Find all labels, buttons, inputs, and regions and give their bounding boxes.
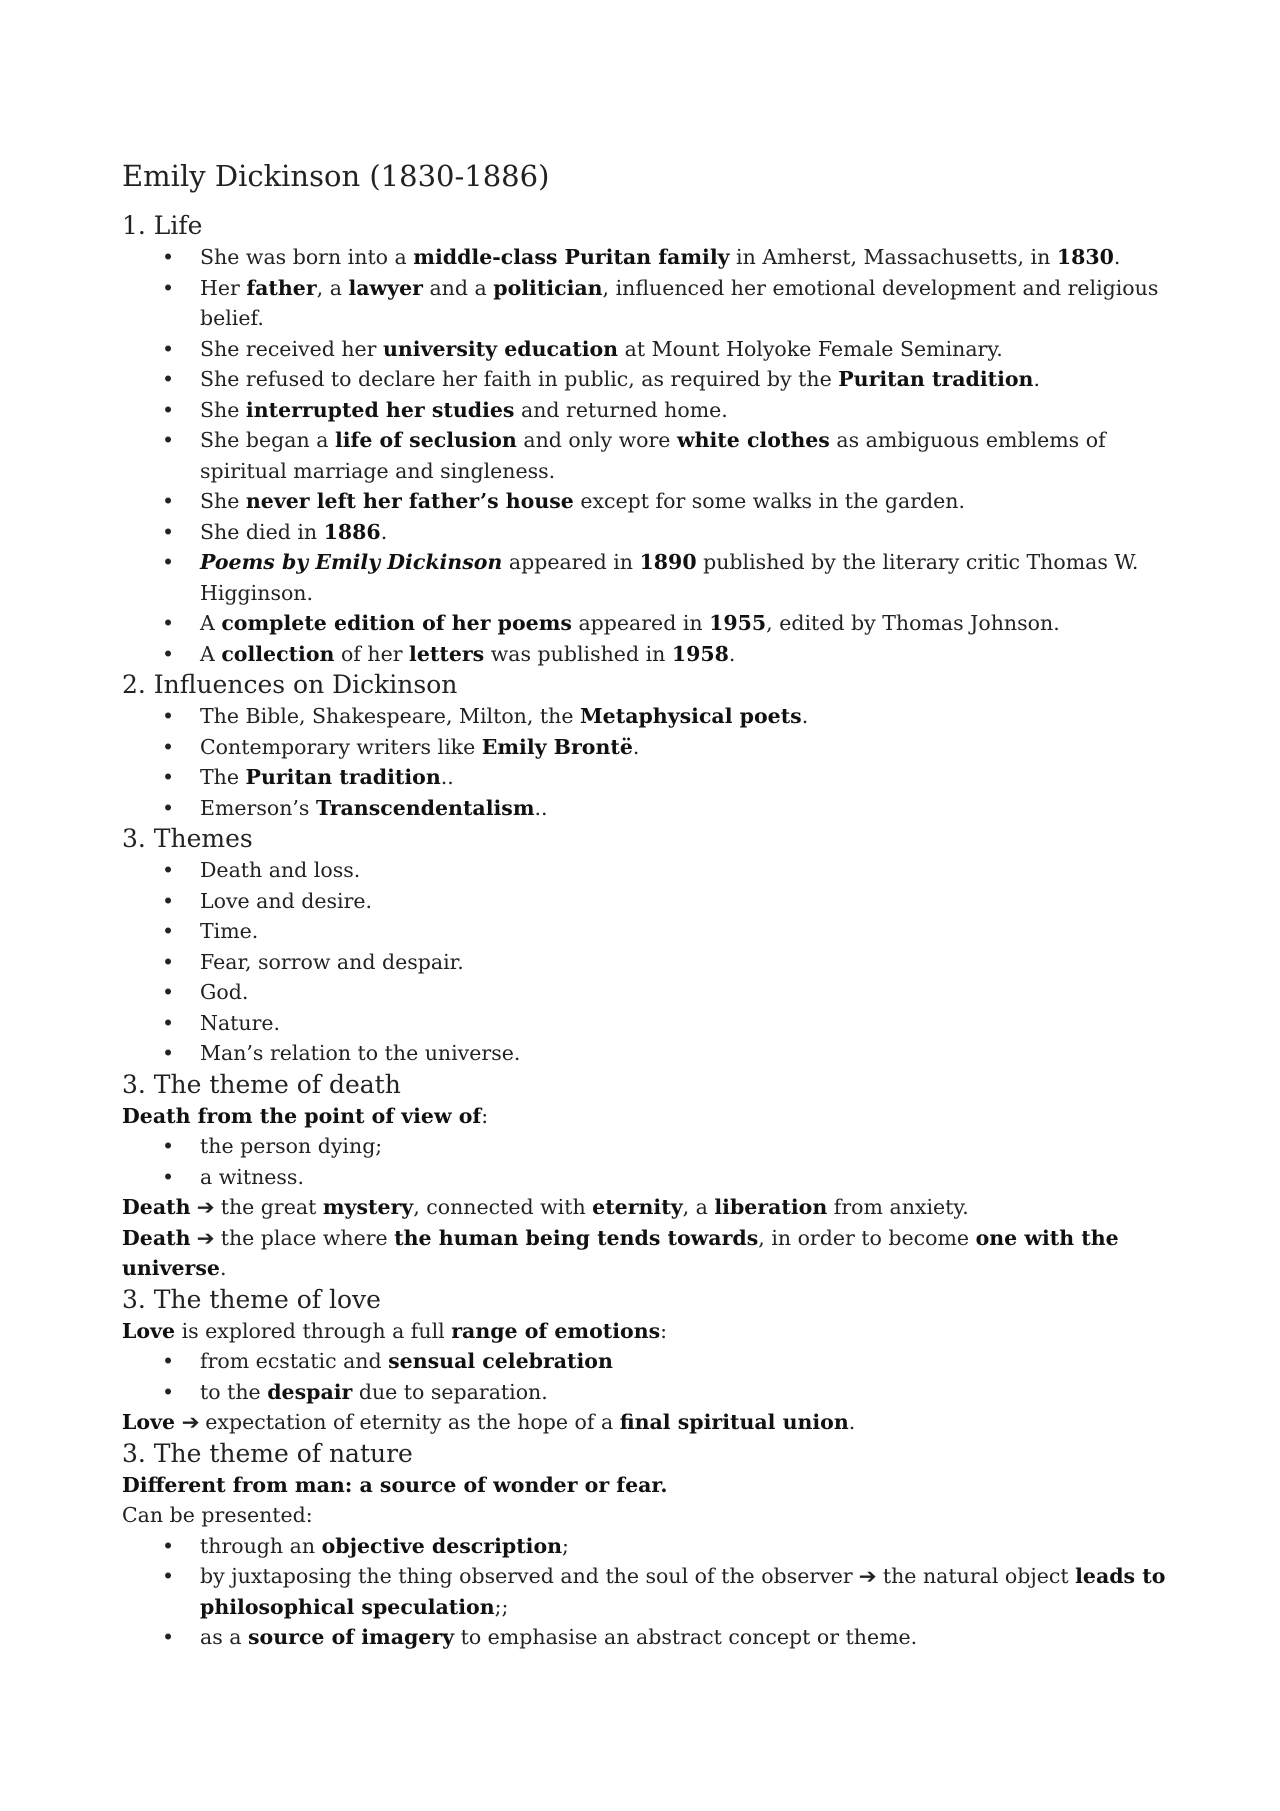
bold-text: Death from the point of view of (122, 1103, 482, 1128)
bold-text: one with the universe (122, 1225, 1119, 1280)
list-item (122, 1561, 1182, 1622)
list-item (122, 1531, 1182, 1562)
text: expectation of eternity as the hope of a (198, 1410, 620, 1434)
list-item (122, 701, 1182, 732)
text: The Bible, Shakespeare, Milton, the (200, 704, 580, 728)
nature-bold-line (122, 1470, 1182, 1501)
text: . (219, 1256, 227, 1280)
death-paragraph-2 (122, 1223, 1182, 1284)
text: She was born into a (200, 245, 414, 269)
text: She began a (200, 428, 335, 452)
list-item: • Death and loss. (122, 855, 1182, 886)
list-item (122, 334, 1182, 365)
text: appeared in (502, 550, 640, 574)
bold-text: range of emotions (451, 1318, 661, 1343)
text: the natural object (876, 1564, 1076, 1588)
bold-text: Death (122, 1195, 191, 1219)
bold-text: lawyer (348, 275, 423, 300)
list-item: • the person dying; (122, 1131, 1182, 1162)
text: at Mount Holyoke Female Seminary. (618, 336, 1003, 361)
text: : (481, 1103, 489, 1128)
list-item: • a witness. (122, 1162, 1182, 1193)
document-title: Emily Dickinson (1830-1886) (122, 159, 550, 193)
bold-text: interrupted her studies (245, 397, 515, 422)
bold-text: 1890 (639, 550, 697, 574)
text: A (200, 641, 222, 666)
list-item: • God. (122, 977, 1182, 1008)
list-item (122, 425, 1182, 486)
list-item (122, 1622, 1182, 1653)
list-item: • Man’s relation to the universe. (122, 1038, 1182, 1069)
text: in Amherst, Massachusetts, in (729, 245, 1057, 269)
list-item: • Fear, sorrow and despair. (122, 947, 1182, 978)
text: the place where (214, 1225, 395, 1250)
text: .. (534, 795, 548, 820)
list-item (122, 364, 1182, 395)
text: was published in (484, 641, 672, 666)
death-intro (122, 1101, 1182, 1132)
love-intro (122, 1316, 1182, 1347)
bold-text: Love (122, 1410, 176, 1434)
bold-text: letters (409, 641, 485, 666)
text: as ambiguous emblems of spiritual marriage and singleness. (200, 428, 1106, 483)
text: . (632, 734, 640, 759)
text: through an (200, 1533, 322, 1558)
bold-text: white clothes (676, 428, 830, 452)
text: She received her (200, 336, 383, 361)
text: She refused to declare her faith in public, as required by the (200, 367, 839, 391)
bold-text: 1955 (709, 611, 767, 635)
bold-text: middle-class Puritan family (413, 245, 730, 269)
text: The (200, 765, 246, 789)
bold-text: source of imagery (248, 1625, 455, 1649)
list-item (122, 762, 1182, 793)
section-heading-love: 3. The theme of love (122, 1284, 381, 1314)
text: from anxiety. (827, 1195, 969, 1219)
bold-text: Puritan tradition (838, 367, 1034, 391)
death-list (122, 1131, 1182, 1192)
influences-list (122, 701, 1182, 823)
bold-text: eternity (592, 1195, 683, 1219)
text: from ecstatic and (200, 1349, 389, 1373)
bold-text: Death (122, 1225, 191, 1250)
bold-text: objective description (321, 1533, 563, 1558)
bold-text: liberation (714, 1195, 828, 1219)
section-heading-themes: 3. Themes (122, 824, 253, 853)
text: is explored through a full (175, 1318, 452, 1343)
text: . (380, 519, 388, 544)
list-item (122, 517, 1182, 548)
list-item: • Nature. (122, 1008, 1182, 1039)
love-list (122, 1346, 1182, 1407)
text: the great (214, 1195, 323, 1219)
text: appeared in (571, 611, 710, 635)
text: , a (316, 275, 349, 300)
text: : (660, 1318, 668, 1343)
list-item (122, 732, 1182, 763)
bold-text: complete edition of her poems (221, 611, 572, 635)
arrow-right-icon: ➔ (196, 1225, 215, 1250)
bold-text: father (246, 275, 317, 300)
text: as a (200, 1625, 248, 1649)
arrow-right-icon: ➔ (196, 1195, 215, 1219)
bold-text: Puritan tradition (245, 765, 441, 789)
section-heading-life: 1. Life (122, 211, 203, 240)
arrow-right-icon: ➔ (858, 1564, 877, 1588)
text: , influenced her emotional development and religious belief. (200, 275, 1159, 330)
text: . (728, 641, 736, 666)
text: and returned home. (514, 397, 728, 422)
bold-text: mystery (322, 1195, 414, 1219)
list-item (122, 242, 1182, 273)
nature-line: Can be presented: (122, 1503, 313, 1527)
text: She (200, 397, 246, 422)
text: . (801, 704, 809, 728)
text: and only wore (516, 428, 677, 452)
text: . (848, 1410, 856, 1434)
text: to emphasise an abstract concept or theme. (454, 1625, 918, 1649)
bold-text: Transcendentalism (315, 795, 535, 820)
bold-italic-title: Poems by Emily Dickinson (200, 550, 503, 574)
text: , edited by Thomas Johnson. (766, 611, 1060, 635)
text: . (1033, 367, 1040, 391)
text: . (1113, 245, 1121, 269)
bold-text: final spiritual union (619, 1410, 849, 1434)
document-content (122, 156, 1182, 1653)
list-item (122, 486, 1182, 517)
text: , in order to become (758, 1225, 976, 1250)
text: A (200, 611, 222, 635)
themes-list (122, 855, 1182, 1069)
list-item: • Time. (122, 916, 1182, 947)
section-heading-influences: 2. Influences on Dickinson (122, 670, 458, 699)
life-list (122, 242, 1182, 669)
love-paragraph (122, 1407, 1182, 1438)
bold-text: 1886 (323, 519, 381, 544)
bold-text: university education (383, 336, 619, 361)
bold-text: sensual celebration (388, 1349, 613, 1373)
text: by juxtaposing the thing observed and the soul of the observer (200, 1564, 860, 1588)
text: .. (440, 765, 454, 789)
text: of her (334, 641, 410, 666)
list-item (122, 639, 1182, 670)
text: ;; (494, 1594, 509, 1619)
text: , a (682, 1195, 715, 1219)
text: due to separation. (352, 1379, 548, 1404)
list-item (122, 1346, 1182, 1377)
text: except for some walks in the garden. (573, 489, 966, 513)
bold-text: Metaphysical poets (579, 704, 802, 728)
text: ; (562, 1533, 569, 1558)
bold-text: Love (122, 1318, 176, 1343)
text: Her (200, 275, 247, 300)
text: to the (200, 1379, 268, 1404)
text: , connected with (413, 1195, 593, 1219)
list-item (122, 273, 1182, 334)
text: published by the literary critic Thomas W. Higginson. (200, 550, 1139, 605)
text: She (200, 489, 246, 513)
bold-text: collection (221, 641, 335, 666)
list-item (122, 793, 1182, 824)
section-heading-death: 3. The theme of death (122, 1069, 401, 1099)
bold-text: Emily Brontë (481, 734, 633, 759)
arrow-right-icon: ➔ (181, 1410, 200, 1434)
list-item (122, 395, 1182, 426)
bold-text: politician (493, 275, 603, 300)
text: Contemporary writers like (200, 734, 482, 759)
list-item (122, 1377, 1182, 1408)
bold-text: despair (267, 1379, 353, 1404)
death-paragraph-1 (122, 1192, 1182, 1223)
list-item: • Love and desire. (122, 886, 1182, 917)
bold-text: never left her father’s house (245, 489, 574, 513)
list-item (122, 608, 1182, 639)
bold-text: Different from man: a source of wonder or fear. (122, 1472, 668, 1497)
bold-text: leads to philosophical speculation (200, 1564, 1166, 1619)
text: Emerson’s (200, 795, 316, 820)
bold-text: 1958 (671, 641, 729, 666)
list-item (122, 547, 1182, 608)
bold-text: 1830 (1056, 245, 1114, 269)
section-heading-nature: 3. The theme of nature (122, 1438, 413, 1468)
nature-list (122, 1531, 1182, 1653)
text: She died in (200, 519, 324, 544)
text: and a (422, 275, 494, 300)
bold-text: the human being tends towards (394, 1225, 759, 1250)
bold-text: life of seclusion (334, 428, 517, 452)
